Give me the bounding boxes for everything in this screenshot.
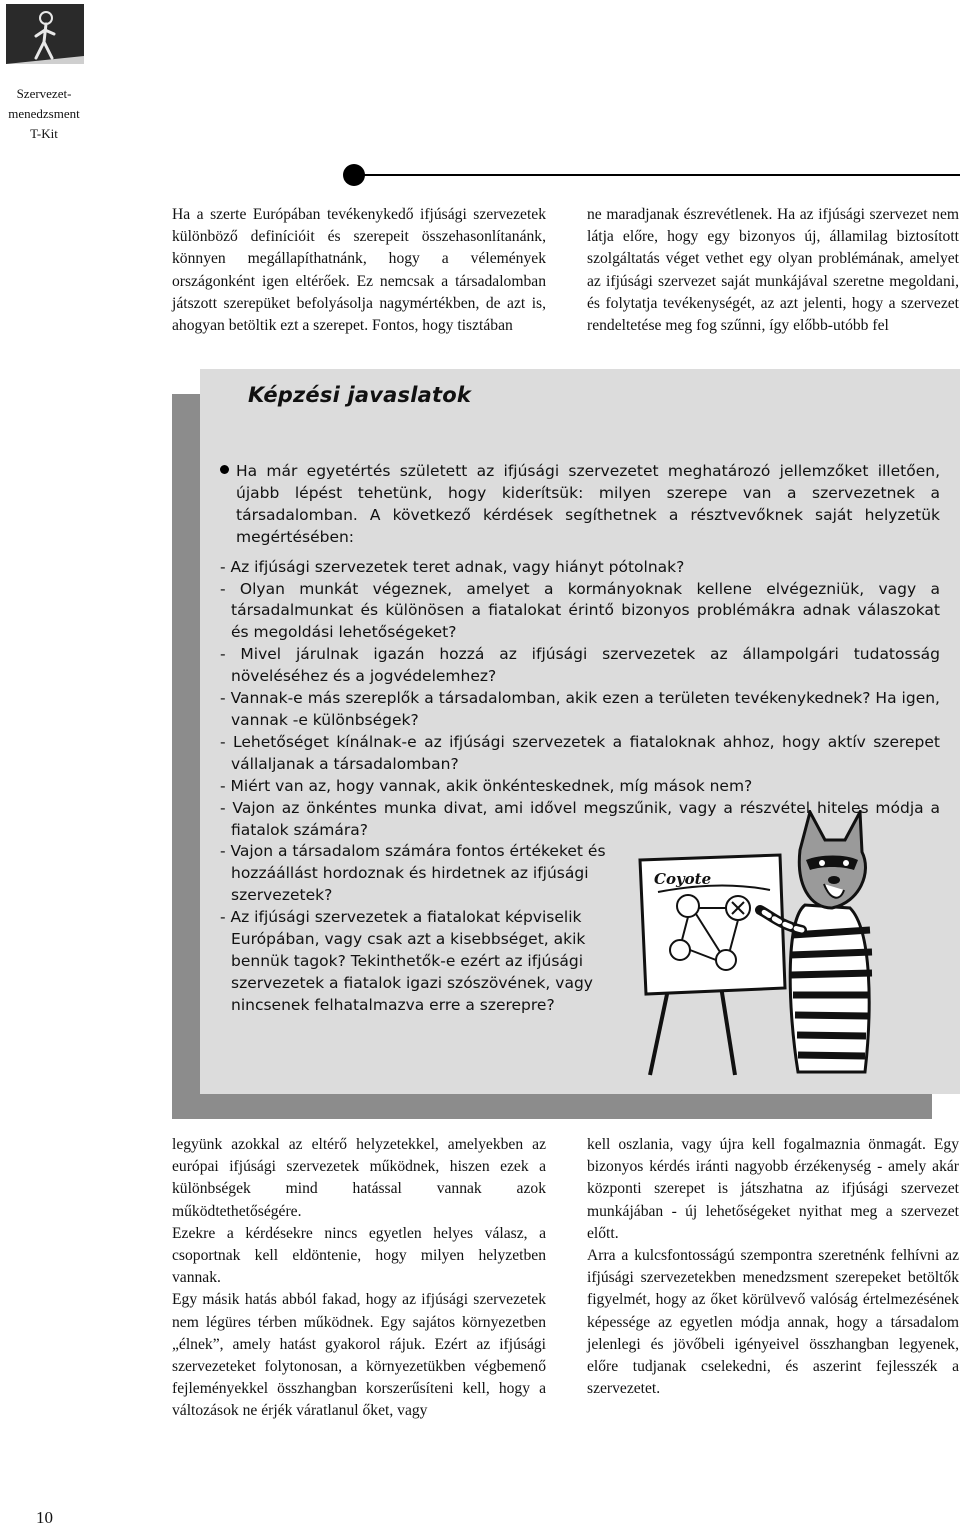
question-item: - Az ifjúsági szervezetek teret adnak, vagy hiányt pótolnak? xyxy=(220,557,685,576)
paragraph: Ha a szerte Európában tevékenykedő ifjúsági szervezetek különböző definícióit és szerepeit összehasonlítanánk, könnyen megállapíthatnánk, hogy a vélemények országonként igen eltérőek. Ez nemcsak a társadalomban játszott szerepüket befolyásolja nagymértékben, de azt is, ahogyan betöltik ezt a szerepet. Fontos, hogy tisztában xyxy=(172,206,546,335)
question-item: - Lehetőséget kínálnak-e az ifjúsági szervezetek a fiataloknak ahhoz, hogy aktív szerepet vállaljanak a társadalomban? xyxy=(220,732,940,773)
question-item: - Mivel járulnak igazán hozzá az ifjúsági szervezetek az állampolgári tudatosság növeléséhez és a jogvédelemhez? xyxy=(220,645,940,686)
rule-line xyxy=(360,174,960,176)
question-item: - Az ifjúsági szervezetek a fiatalokat képviselik Európában, vagy csak azt a kisebbséget, akik bennük tagok? Tekinthetők-e ezért az ifjúsági szervezetek a fiatalok igazi szószövének, vagy nincsenek felhatalmazva erre a szerepre? xyxy=(220,908,593,1014)
question-item: - Miért van az, hogy vannak, akik önkénteskednek, míg mások nem? xyxy=(220,776,753,795)
bullet-icon xyxy=(220,465,229,474)
paragraph: Egy másik hatás abból fakad, hogy az ifjúsági szervezetek nem légüres térben működnek. Egy sajátos környezetben „élnek”, amely hatást gyakorol rájuk. Ezért az ifjúsági szervezeteket folytonosan, a környezetükben végbemenő fejleményekkel összhangban korszerűsíteni kell, hogy a változások ne érjék váratlanul őket, vagy xyxy=(172,1291,546,1420)
lead-text: Ha már egyetértés született az ifjúsági szervezetet meghatározó jellemzőket illetően, újabb lépést tehetünk, hogy kiderítsük: milyen szerepe van a szervezetnek a társadalomban. A következő kérdések segíthetnek a résztvevőknek saját helyzetük megértésében: xyxy=(236,462,940,546)
paragraph: legyünk azokkal az eltérő helyzetekkel, amelyekben az európai ifjúsági szervezetek működnek, hiszen ezek a különbségek mind hatással vannak azok működtethetőségére. xyxy=(172,1136,546,1220)
paragraph: kell oszlania, vagy újra kell fogalmaznia önmagát. Egy bizonyos kérdés iránti nagyobb érzékenység - amely akár központi szerepet is játszhatna az ifjúsági szervezet munkájában - új lehetőségeket nyithat meg a szervezet előtt. xyxy=(587,1136,959,1242)
paragraph: ne maradjanak észrevétlenek. Ha az ifjúsági szervezet nem látja előre, hogy egy bizonyos új, államilag biztosított szolgáltatás véget vethet egy olyan problémának, amelyet az ifjúsági szervezet saját munkájával szeretne megoldani, és folytatja tevékenységét, az azt jelenti, hogy a szervezet rendeltetése meg fog szűnni, így előbb-utóbb fel xyxy=(587,206,959,335)
board-label: Coyote xyxy=(654,870,712,888)
bottom-left-column xyxy=(172,1134,546,1423)
walking-figure-logo-icon xyxy=(6,4,84,66)
page-number: 10 xyxy=(36,1508,53,1527)
question-item: - Vajon az önkéntes munka divat, ami idővel megszűnik, vagy a részvétel hiteles módja a fiatalok számára? xyxy=(220,798,940,839)
coyote-flipchart-icon xyxy=(610,810,895,1080)
lead-bullet xyxy=(220,461,940,549)
top-left-column xyxy=(172,204,546,337)
question-item: - Olyan munkát végeznek, amelyet a kormányoknak kellene elvégezniük, vagy a társadalmunkat és különösen a fiatalokat érintő bizonyos problémákra adnak válaszokat és megoldási lehetőségeket? xyxy=(220,579,940,642)
training-box-title: Képzési javaslatok xyxy=(248,383,472,407)
paragraph: Arra a kulcsfontosságú szempontra szeretnénk felhívni az ifjúsági szervezetekben menedzsment szerepeket betöltők figyelmét, hogy az őket körülvevő valóság értelmezésének képessége az egyetlen módja annak, hogy a társadalom jelenlegi és jövőbeli igényeivel összhangban legyenek, előre tudjanak cselekedni, és aszerint fejlesszék a szervezetet. xyxy=(587,1247,959,1398)
sidebar-label xyxy=(0,84,88,144)
sidebar-label-line: Szervezet- xyxy=(16,86,72,101)
paragraph: Ezekre a kérdésekre nincs egyetlen helyes válasz, a csoportnak kell eldöntenie, hogy milyen helyzetben vannak. xyxy=(172,1224,546,1287)
question-item: - Vajon a társadalom számára fontos értékeket és hozzáállást hordoznak és hirdetnek az ifjúsági szervezetek? xyxy=(220,842,606,905)
question-item: - Vannak-e más szereplők a társadalomban, akik ezen a területen tevékenykednek? Ha igen, vannak -e különbségek? xyxy=(220,689,940,729)
bottom-right-column xyxy=(587,1134,959,1400)
sidebar-label-line: T-Kit xyxy=(30,126,58,141)
top-right-column xyxy=(587,204,959,337)
sidebar-label-line: menedzsment xyxy=(8,106,80,121)
